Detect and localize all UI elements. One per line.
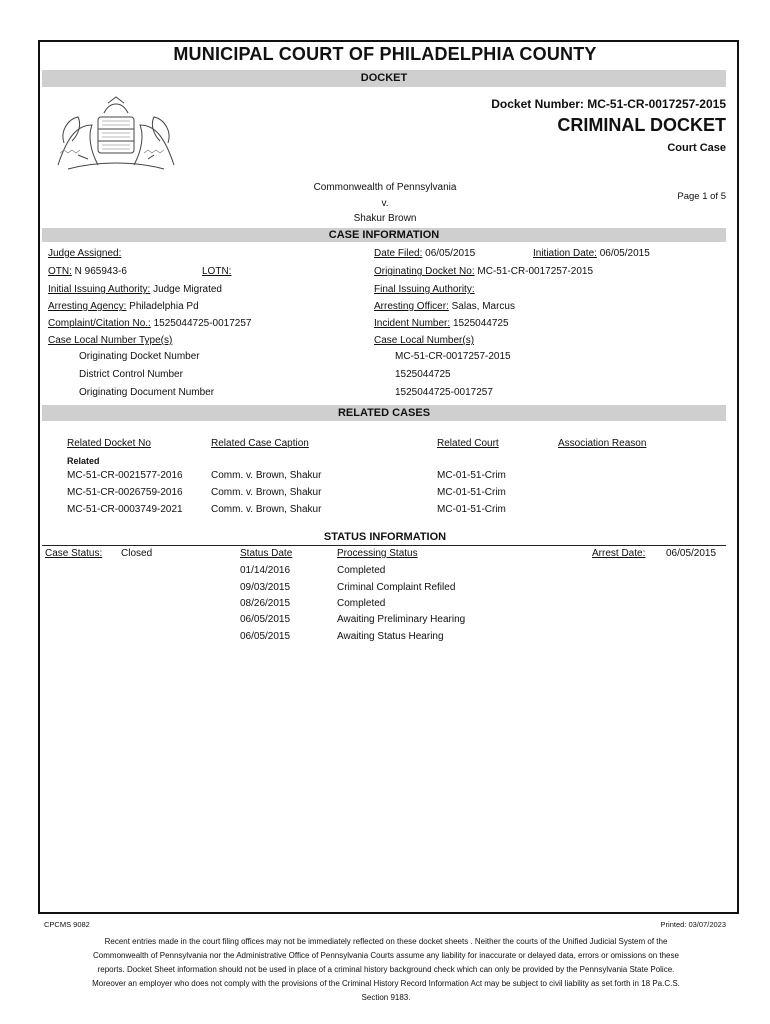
caption-defendant: Shakur Brown [353,213,417,224]
processing-status: Completed [337,565,386,576]
initiation-date-value: 06/05/2015 [599,248,650,259]
local-number-row: 1525044725 [395,369,451,380]
final-issuing-label: Final Issuing Authority: [374,284,475,295]
status-date: 09/03/2015 [240,582,291,593]
date-filed-label: Date Filed: [374,248,423,259]
date-filed [374,248,475,259]
originating-docket-label: Originating Docket No: [374,266,475,277]
arresting-officer-value: Salas, Marcus [451,301,515,312]
processing-status: Criminal Complaint Refiled [337,582,456,593]
originating-docket [374,266,593,277]
status-date: 06/05/2015 [240,614,291,625]
related-docket: MC-51-CR-0021577-2016 [67,470,183,481]
case-information-bar: CASE INFORMATION [42,228,726,242]
related-court-header: Related Court [437,438,499,449]
related-caption-header: Related Case Caption [211,438,309,449]
case-status-value: Closed [121,548,153,559]
case-status-label: Case Status: [45,548,103,559]
related-docket: MC-51-CR-0026759-2016 [67,487,183,498]
printed-date: Printed: 03/07/2023 [660,920,726,929]
docket-number: Docket Number: MC-51-CR-0017257-2015 [491,97,726,111]
arresting-agency [48,301,199,312]
local-number-type-header: Case Local Number Type(s) [48,335,173,346]
initiation-date-label: Initiation Date: [533,248,597,259]
incident-value: 1525044725 [452,318,509,329]
otn-label: OTN: [48,266,72,277]
status-divider [42,545,726,546]
disclaimer-text: Recent entries made in the court filing offices may not be immediately reflected on these docket sheets . Neither the courts of the Unified Judicial System of the Commonwealth of Pennsylvania nor the Administrative Office of Pennsylvania Courts assume any liability for inaccurate or delayed data, errors or omissions on these reports. Docket Sheet information should not be used in place of a criminal history background check which can only be provided by the Pennsylvania State Police. Moreover an employer who does not comply with the provisions of the Criminal History Record Information Act may be subject to civil liability as set forth in 18 Pa.C.S. Section 9183. [92,937,680,1002]
complaint-citation [48,318,252,329]
local-type-row: Originating Docket Number [79,351,200,362]
initial-issuing-authority [48,284,222,295]
arresting-officer [374,301,515,312]
local-number-row: 1525044725-0017257 [395,387,493,398]
related-caption: Comm. v. Brown, Shakur [211,504,322,515]
incident-number [374,318,509,329]
related-caption: Comm. v. Brown, Shakur [211,470,322,481]
related-court: MC-01-51-Crim [437,487,506,498]
caption-commonwealth: Commonwealth of Pennsylvania [313,182,457,193]
local-number-row: MC-51-CR-0017257-2015 [395,351,511,362]
status-date-header: Status Date [240,548,293,559]
status-date: 08/26/2015 [240,598,291,609]
local-numbers-header: Case Local Number(s) [374,335,475,346]
related-docket: MC-51-CR-0003749-2021 [67,504,183,515]
related-cases-bar: RELATED CASES [42,405,726,421]
court-title: MUNICIPAL COURT OF PHILADELPHIA COUNTY [173,44,597,64]
caption-versus: v. [381,198,389,209]
otn-value: N 965943-6 [74,266,127,277]
related-caption: Comm. v. Brown, Shakur [211,487,322,498]
related-court: MC-01-51-Crim [437,504,506,515]
association-reason-header: Association Reason [558,438,647,449]
docket-bar: DOCKET [42,70,726,87]
processing-status: Completed [337,598,386,609]
complaint-label: Complaint/Citation No.: [48,318,151,329]
status-date: 06/05/2015 [240,631,291,642]
processing-status: Awaiting Preliminary Hearing [337,614,466,625]
arrest-date-label: Arrest Date: [592,548,646,559]
incident-label: Incident Number: [374,318,451,329]
pennsylvania-seal-icon [48,95,184,175]
judge-assigned-label: Judge Assigned: [48,248,122,259]
criminal-docket-title: CRIMINAL DOCKET [557,115,726,135]
processing-status: Awaiting Status Hearing [337,631,444,642]
related-court: MC-01-51-Crim [437,470,506,481]
otn [48,266,127,277]
arresting-officer-label: Arresting Officer: [374,301,449,312]
status-date: 01/14/2016 [240,565,291,576]
related-docket-header: Related Docket No [67,438,151,449]
initial-issuing-value: Judge Migrated [153,284,222,295]
initiation-date [533,248,650,259]
page-indicator: Page 1 of 5 [677,191,726,202]
complaint-value: 1525044725-0017257 [153,318,252,329]
date-filed-value: 06/05/2015 [425,248,476,259]
court-case-label: Court Case [667,142,726,154]
initial-issuing-label: Initial Issuing Authority: [48,284,151,295]
originating-docket-value: MC-51-CR-0017257-2015 [477,266,594,277]
processing-status-header: Processing Status [337,548,418,559]
arrest-date-value: 06/05/2015 [666,548,717,559]
form-id: CPCMS 9082 [44,920,90,929]
local-type-row: District Control Number [79,369,183,380]
arresting-agency-value: Philadelphia Pd [129,301,199,312]
related-group-label: Related [67,456,100,466]
status-information-title: STATUS INFORMATION [323,531,447,543]
lotn-label: LOTN: [202,266,232,277]
local-type-row: Originating Document Number [79,387,215,398]
arresting-agency-label: Arresting Agency: [48,301,127,312]
